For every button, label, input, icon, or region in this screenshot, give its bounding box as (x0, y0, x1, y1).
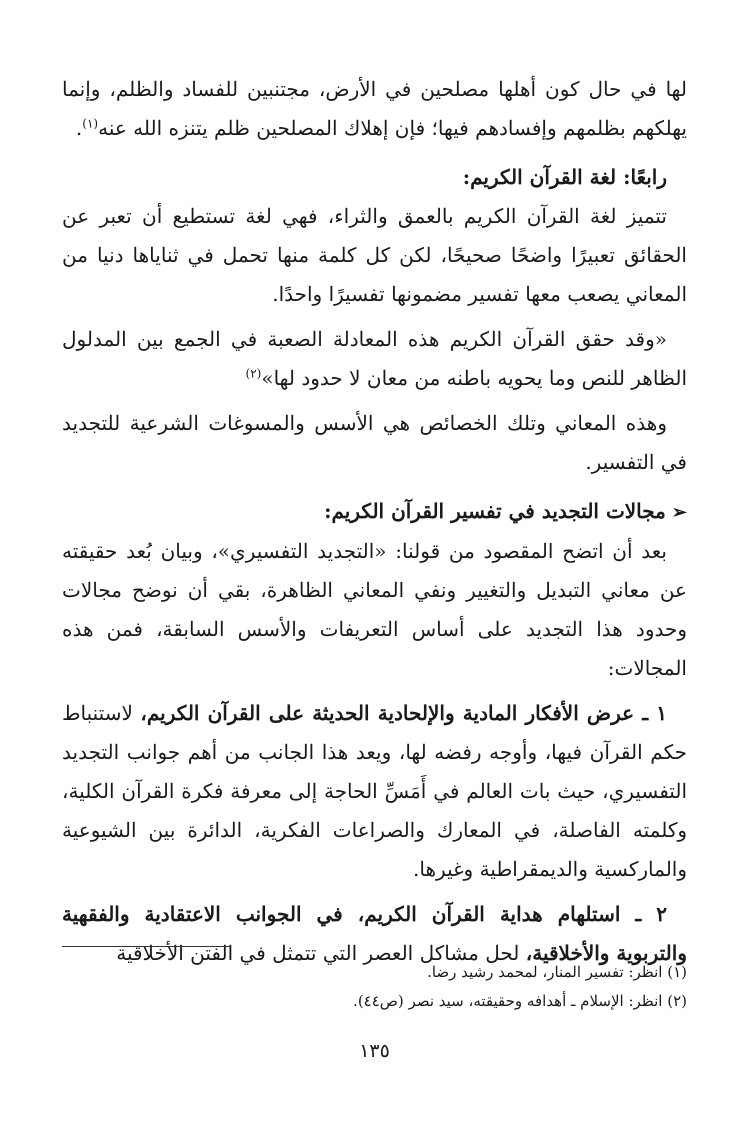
item-1-body: لاستنباط حكم القرآن فيها، وأوجه رفضه لها، ويعد هذا الجانب من أهم جوانب التجديد التفسيري، حيث بات العالم في أَمَسِّ الحاجة إلى معرفة فكرة القرآن الكلية، وكلمته الفاصلة، في المعارك والصراعات الفكرية، الدائرة بين الشيوعية والماركسية والديمقراطية وغيرها. (62, 701, 687, 881)
paragraph-1 (62, 70, 687, 148)
section-heading-language: رابعًا: لغة القرآن الكريم: (462, 165, 667, 189)
footnotes (62, 958, 687, 1016)
paragraph-1-end: . (75, 116, 83, 140)
arrow-bullet-icon: ➢ (671, 502, 687, 523)
footnote-ref-2: (٢) (245, 366, 262, 381)
footnote-1: (١) انظر: تفسير المنار، لمحمد رشيد رضا. (427, 963, 687, 981)
paragraph-3-text: «وقد حقق القرآن الكريم هذه المعادلة الصعبة في الجمع بين المدلول الظاهر للنص وما يحويه باطنه من معان لا حدود لها» (62, 327, 687, 390)
item-2-body: لحل مشاكل العصر التي تتمثل في الفتن الأخلاقية (116, 941, 526, 965)
footnote-divider (62, 946, 230, 947)
section-heading-fields (62, 492, 687, 532)
page-body (62, 70, 687, 1070)
footnote-2: (٢) انظر: الإسلام ـ أهدافه وحقيقته، سيد نصر (ص٤٤). (353, 992, 687, 1010)
paragraph-2: تتميز لغة القرآن الكريم بالعمق والثراء، فهي لغة تستطيع أن تعبر عن الحقائق تعبيرًا واضحًا صحيحًا، لكن كل كلمة منها تحمل في ثناياها دنيا من المعاني يصعب معها تفسير مضمونها تفسيرًا واحدًا. (62, 204, 687, 306)
paragraph-4: وهذه المعاني وتلك الخصائص هي الأسس والمسوغات الشرعية للتجديد في التفسير. (62, 411, 687, 474)
paragraph-1-text: لها في حال كون أهلها مصلحين في الأرض، مجتنبين للفساد والظلم، وإنما يهلكهم بظلمهم وإفسادهم فيها؛ فإن إهلاك المصلحين ظلم يتنزه الله عنه (62, 77, 687, 140)
paragraph-5: بعد أن اتضح المقصود من قولنا: «التجديد التفسيري»، وبيان بُعد حقيقته عن معاني التبديل والتغيير ونفي المعاني الظاهرة، بقي أن نوضح مجالات وحدود هذا التجديد على أساس التعريفات والأسس السابقة، فمن هذه المجالات: (62, 539, 687, 680)
section-heading-fields-text: مجالات التجديد في تفسير القرآن الكريم: (324, 499, 666, 523)
item-2-title: ٢ ـ استلهام هداية القرآن الكريم، في الجوانب الاعتقادية والفقهية والتربوية والأخلاقية، (62, 902, 687, 965)
footnote-ref-1: (١) (82, 116, 99, 131)
paragraph-3 (62, 320, 687, 398)
item-1-title: ١ ـ عرض الأفكار المادية والإلحادية الحديثة على القرآن الكريم، (140, 701, 667, 725)
paragraph-6 (62, 694, 687, 889)
page-number: ١٣٥ (359, 1040, 390, 1062)
